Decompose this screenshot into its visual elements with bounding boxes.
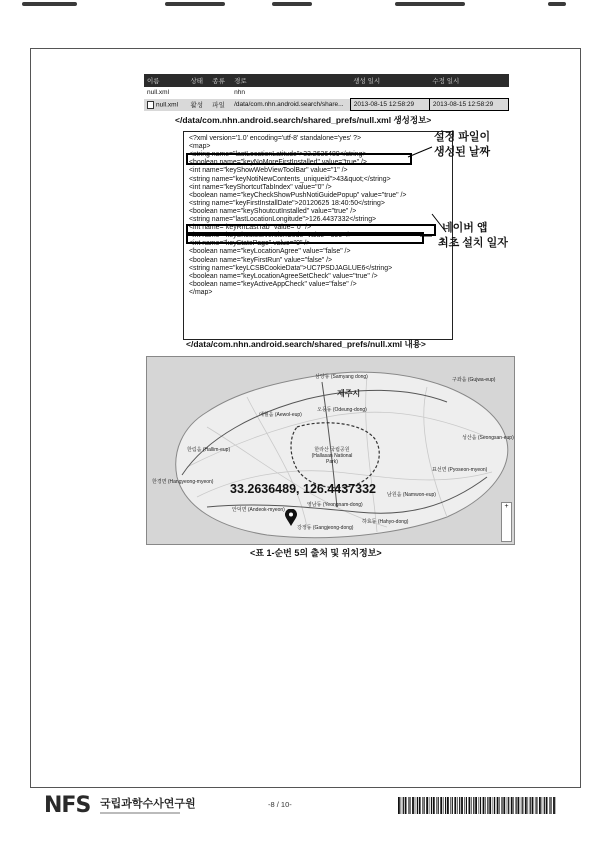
barcode-bar — [539, 797, 541, 814]
zoom-control[interactable] — [501, 502, 512, 542]
map-place-label: 남원읍 (Namwon-eup) — [387, 492, 436, 498]
annotation-first-install — [438, 221, 508, 251]
xml-line: <int name="keyShowWebViewToolBar" value="1" /> — [189, 167, 348, 175]
table-cell: 파일 — [209, 99, 231, 111]
table-cell: nhn — [234, 89, 245, 97]
location-pin-icon[interactable] — [285, 509, 297, 527]
map-place-label: 강정동 (Gangjeong-dong) — [297, 525, 354, 531]
map-place-label: 삼양동 (Samyang dong) — [315, 374, 368, 380]
barcode-bar — [507, 797, 508, 814]
barcode-bar — [489, 797, 491, 814]
map-place-label: 제주시 — [337, 389, 361, 398]
organization-subtitle-decoration — [100, 810, 180, 815]
barcode-bar — [513, 797, 514, 814]
barcode-bar — [497, 797, 499, 814]
map-view[interactable] — [146, 356, 515, 545]
page-number: -8 / 10- — [268, 800, 292, 809]
barcode-bar — [483, 797, 485, 814]
map-place-label: 한경면 (Hangyeong-myeon) — [152, 479, 214, 485]
barcode-bar — [535, 797, 536, 814]
annotation-line: 최초 설치 일자 — [438, 237, 508, 249]
xml-line: <boolean name="keyActiveAppCheck" value="false" /> — [189, 280, 357, 288]
barcode-bar — [521, 797, 522, 814]
map-place-label: 한라산 국립공원 (Hallasan National Park) — [311, 447, 353, 465]
barcode-bar — [471, 797, 472, 814]
barcode-bar — [494, 797, 495, 814]
barcode-bar — [466, 797, 467, 814]
barcode-bar — [447, 797, 449, 814]
barcode-bar — [426, 797, 428, 814]
barcode-bar — [452, 797, 453, 814]
xml-line: <int name="keyShoutcutVersionCode" value="356" /> — [189, 232, 353, 240]
barcode-bar — [422, 797, 423, 814]
barcode-bar — [415, 797, 416, 814]
table-cell: null.xml — [147, 89, 170, 97]
xml-line: <int name="keyStatePage" value="0" /> — [189, 240, 311, 248]
barcode-bar — [473, 797, 474, 814]
annotation-line: 네이버 앱 — [442, 222, 488, 234]
barcode-bar — [440, 797, 442, 814]
barcode-bar — [511, 797, 513, 814]
barcode-bar — [518, 797, 520, 814]
barcode-bar — [429, 797, 430, 814]
xml-line: <boolean name="keyNoMoreFirstInstalled" value="true" /> — [189, 159, 367, 167]
barcode-bar — [424, 797, 425, 814]
annotation-line: 생성된 날짜 — [434, 146, 491, 158]
column-header: 종류 — [209, 74, 231, 87]
barcode-bar — [469, 797, 471, 814]
created-datetime-cell: 2013-08-15 12:58:29 — [350, 99, 429, 111]
caption-bracket: < — [186, 339, 191, 349]
barcode-bar — [408, 797, 409, 814]
barcode-bar — [403, 797, 404, 814]
barcode-bar — [546, 797, 548, 814]
map-place-label: 애월읍 (Aewol-eup) — [259, 412, 302, 418]
barcode-bar — [549, 797, 550, 814]
barcode-bar — [398, 797, 400, 814]
barcode-bar — [438, 797, 439, 814]
barcode-bar — [457, 797, 458, 814]
barcode-bar — [412, 797, 414, 814]
barcode-bar — [485, 797, 486, 814]
barcode-bar — [532, 797, 534, 814]
xml-line: <string name="lastLocationLatitude">33.2636489</string> — [189, 151, 367, 159]
barcode-bar — [544, 797, 545, 814]
column-header: 상태 — [188, 74, 210, 87]
organization-name: 국립과학수사연구원 — [100, 798, 196, 810]
map-place-label: 안덕면 (Andeok-myeon) — [232, 507, 285, 513]
file-name: null.xml — [156, 101, 179, 109]
barcode-bar — [503, 797, 505, 814]
barcode-bar — [508, 797, 509, 814]
xml-line: <string name="keyFirstInstallDate">20120625 18:40:50</string> — [189, 199, 385, 207]
xml-line: </map> — [189, 288, 213, 296]
xml-line: <string name="keyLCSBCookieData">UC7PSDJAGLUE6</string> — [189, 264, 393, 272]
xml-line: <map> — [189, 143, 211, 151]
barcode-bar — [522, 797, 523, 814]
barcode-bar — [501, 797, 502, 814]
caption-text: /data/com.nhn.android.search/shared_prefs/null.xml 내용> — [190, 339, 426, 349]
annotation-file-created — [434, 130, 490, 160]
caption-file-info: </data/com.nhn.android.search/shared_prefs/null.xml 생성정보> — [175, 115, 432, 125]
xml-line: <int name="keyShortcutTabIndex" value="0" /> — [189, 183, 332, 191]
barcode-bar — [409, 797, 410, 814]
map-place-label: 한림읍 (Hallim-eup) — [187, 447, 231, 453]
barcode-bar — [461, 797, 463, 814]
annotation-line: 설정 파일이 — [434, 131, 491, 143]
barcode-bar — [536, 797, 537, 814]
xml-line: <string name="keyNotiNewContents_uniqueid">43&quot;</string> — [189, 175, 391, 183]
barcode-bar — [405, 797, 407, 814]
xml-line: <boolean name="keyLocationAgreeSetCheck" value="true" /> — [189, 272, 378, 280]
column-header: 생성 일시 — [350, 74, 429, 87]
barcode-bar — [480, 797, 481, 814]
barcode-bar — [479, 797, 480, 814]
table-cell: 활성 — [188, 99, 210, 111]
xml-line: <boolean name="keyShoutcutInstalled" value="true" /> — [189, 207, 357, 215]
barcode-bar — [431, 797, 432, 814]
barcode-bar — [417, 797, 418, 814]
figure-caption: <표 1-순번 5의 출처 및 위치정보> — [250, 548, 382, 558]
column-header: 수정 일시 — [429, 74, 508, 87]
barcode-bar — [401, 797, 402, 814]
xml-line: <boolean name="keyFirstRun" value="false" /> — [189, 256, 333, 264]
xml-line: <boolean name="keyLocationAgree" value="false" /> — [189, 248, 351, 256]
barcode-bar — [542, 797, 543, 814]
barcode-bar — [464, 797, 465, 814]
map-place-label: 구좌읍 (Gujwa-eup) — [452, 377, 496, 383]
barcode-bar — [454, 797, 456, 814]
barcode-bar — [550, 797, 551, 814]
map-place-label: 표선면 (Pyoseon-myeon) — [432, 467, 488, 473]
barcode-bar — [419, 797, 421, 814]
caption-xml-content — [186, 338, 426, 350]
barcode-bar — [450, 797, 451, 814]
barcode-bar — [499, 797, 500, 814]
table-cell: /data/com.nhn.android.search/share... — [231, 99, 350, 111]
map-place-label: 오등동 (Odeung-dong) — [317, 407, 367, 413]
xml-line: <int name="keyRnLastTab" value="0" /> — [189, 224, 312, 232]
map-place-label: 하효동 (Hahyo-dong) — [362, 519, 409, 525]
xml-line: <?xml version='1.0' encoding='utf-8' standalone='yes' ?> — [189, 135, 362, 142]
barcode-bar — [459, 797, 460, 814]
barcode-bar — [516, 797, 517, 814]
xml-line: <boolean name="keyCheckShowPushNotiGuidePopup" value="true" /> — [189, 191, 407, 199]
barcode-bar — [445, 797, 446, 814]
barcode-bar — [475, 797, 477, 814]
map-place-label: 영남동 (Yeongnam-dong) — [307, 502, 363, 508]
barcode-bar — [433, 797, 435, 814]
barcode-bar — [525, 797, 527, 814]
coordinates-label: 33.2636489, 126.4437332 — [230, 482, 376, 496]
map-place-label: 성산읍 (Seongsan-eup) — [462, 435, 514, 441]
column-header: 이름 — [144, 74, 188, 87]
barcode-bar — [443, 797, 444, 814]
modified-datetime-cell: 2013-08-15 12:58:29 — [429, 99, 508, 111]
barcode-bar — [528, 797, 529, 814]
barcode-bar — [487, 797, 488, 814]
nfs-logo: NFS — [44, 793, 91, 818]
barcode — [398, 797, 556, 814]
barcode-bar — [530, 797, 531, 814]
barcode-bar — [553, 797, 555, 814]
column-header: 경로 — [231, 74, 350, 87]
xml-line: <string name="lastLocationLongitude">126.4437332</string> — [189, 216, 377, 223]
zoom-in-button[interactable]: + — [504, 503, 509, 510]
barcode-bar — [436, 797, 437, 814]
barcode-bar — [493, 797, 494, 814]
